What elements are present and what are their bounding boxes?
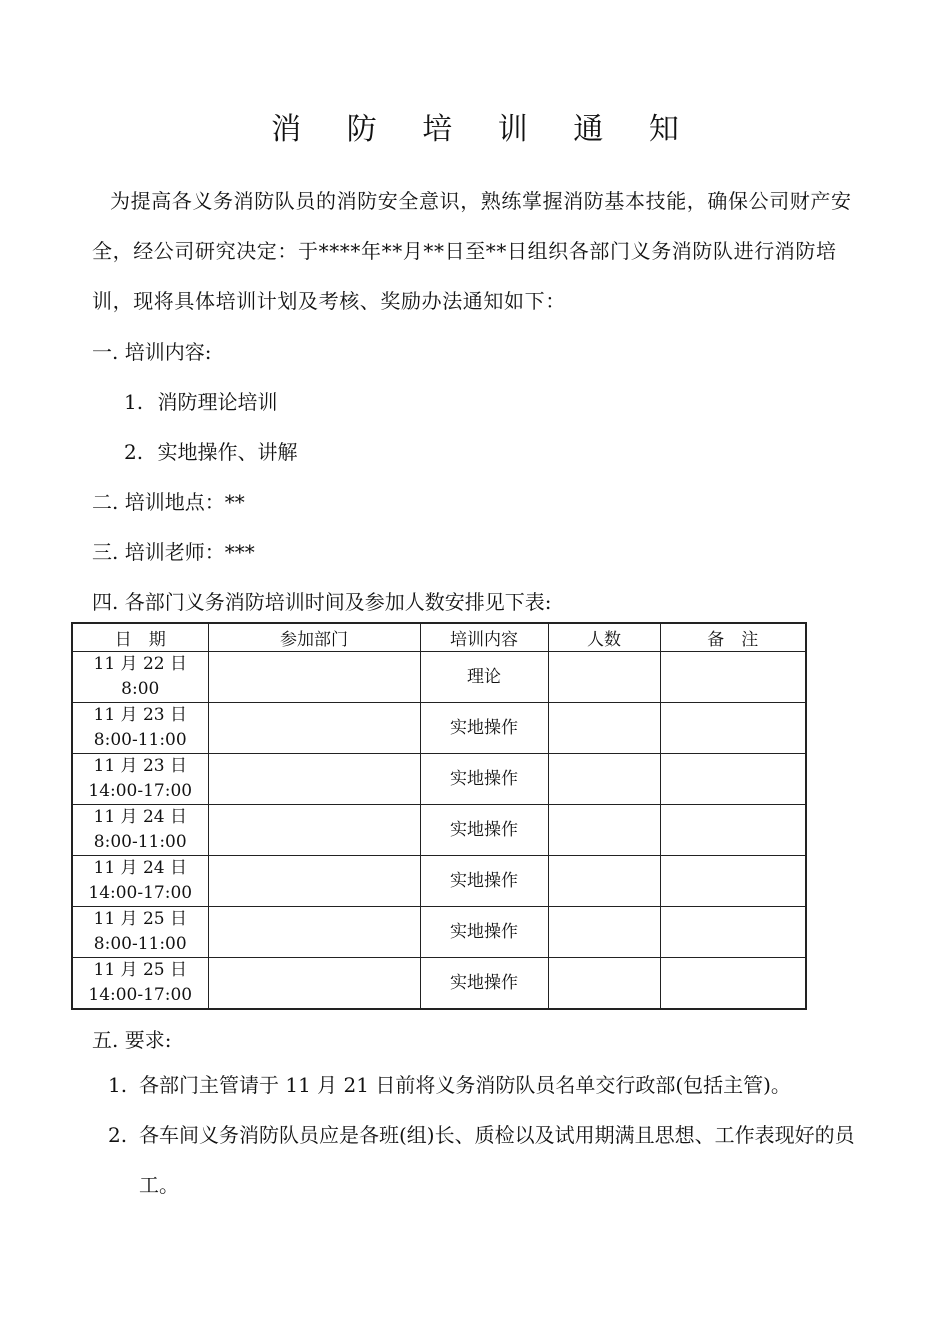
- cell-note: [660, 805, 806, 856]
- cell-count: [548, 907, 660, 958]
- table-header-row: [72, 623, 806, 652]
- cell-date: [72, 907, 208, 958]
- table-row: [72, 856, 806, 907]
- intro-paragraph: 为提高各义务消防队员的消防安全意识，熟练掌握消防基本技能，确保公司财产安全，经公司研究决定：于****年**月**日至**日组织各部门义务消防队进行消防培训，现将具体培训计划及考核、奖励办法通知如下：: [92, 189, 852, 313]
- cell-note: [660, 958, 806, 1010]
- cell-department: [208, 652, 420, 703]
- cell-date: [72, 652, 208, 703]
- cell-note: [660, 703, 806, 754]
- section4-heading: 四. 各部门义务消防培训时间及参加人数安排见下表:: [92, 590, 552, 614]
- list-item-text: 实地操作、讲解: [157, 440, 298, 464]
- cell-department: [208, 907, 420, 958]
- cell-date-time: 8:00: [121, 679, 160, 699]
- cell-count: [548, 652, 660, 703]
- list-item-text: 消防理论培训: [157, 390, 278, 414]
- requirement-text: 各部门主管请于 11 月 21 日前将义务消防队员名单交行政部(包括主管)。: [139, 1073, 791, 1097]
- cell-department: [208, 703, 420, 754]
- list-item: [124, 386, 277, 415]
- header-department: 参加部门: [208, 623, 420, 652]
- table-row: [72, 907, 806, 958]
- cell-date-day: 11 月 22 日: [93, 654, 187, 674]
- cell-department: [208, 754, 420, 805]
- cell-date-day: 11 月 24 日: [93, 807, 187, 827]
- header-content: 培训内容: [420, 623, 548, 652]
- cell-department: [208, 958, 420, 1010]
- list-item: [124, 436, 297, 465]
- cell-note: [660, 907, 806, 958]
- table-row: [72, 958, 806, 1010]
- list-item-number: 2.: [124, 440, 144, 464]
- cell-date-time: 8:00-11:00: [93, 934, 187, 954]
- cell-count: [548, 856, 660, 907]
- cell-date: [72, 754, 208, 805]
- cell-content: 实地操作: [420, 907, 548, 958]
- section2-location: 二. 培训地点：**: [92, 490, 245, 514]
- cell-content: 理论: [420, 652, 548, 703]
- cell-count: [548, 805, 660, 856]
- cell-note: [660, 652, 806, 703]
- section5-heading: 五. 要求:: [92, 1028, 172, 1052]
- table-row: [72, 652, 806, 703]
- cell-note: [660, 754, 806, 805]
- section1-heading: 一. 培训内容:: [92, 340, 212, 364]
- cell-department: [208, 856, 420, 907]
- cell-date-time: 8:00-11:00: [93, 832, 187, 852]
- cell-content: 实地操作: [420, 754, 548, 805]
- requirement-number: 2.: [108, 1123, 128, 1147]
- list-item-number: 1.: [124, 390, 144, 414]
- section3-teacher: 三. 培训老师：***: [92, 540, 255, 564]
- cell-date-day: 11 月 23 日: [93, 705, 187, 725]
- cell-date: [72, 856, 208, 907]
- header-count: 人数: [548, 623, 660, 652]
- cell-date-time: 14:00-17:00: [88, 985, 193, 1005]
- cell-date: [72, 805, 208, 856]
- cell-date-time: 14:00-17:00: [88, 883, 193, 903]
- cell-content: 实地操作: [420, 703, 548, 754]
- page-title: 消 防 培 训 通 知: [271, 112, 697, 147]
- cell-count: [548, 703, 660, 754]
- cell-date: [72, 958, 208, 1010]
- cell-count: [548, 958, 660, 1010]
- requirement-number: 1.: [108, 1073, 128, 1097]
- cell-date: [72, 703, 208, 754]
- cell-date-day: 11 月 23 日: [93, 756, 187, 776]
- cell-content: 实地操作: [420, 958, 548, 1010]
- cell-date-time: 14:00-17:00: [88, 781, 193, 801]
- cell-date-day: 11 月 24 日: [93, 858, 187, 878]
- table-row: [72, 703, 806, 754]
- cell-content: 实地操作: [420, 805, 548, 856]
- cell-note: [660, 856, 806, 907]
- header-date: 日 期: [72, 623, 208, 652]
- table-row: [72, 754, 806, 805]
- requirement-text: 各车间义务消防队员应是各班(组)长、质检以及试用期满且思想、工作表现好的员工。: [139, 1123, 855, 1197]
- table-row: [72, 805, 806, 856]
- cell-date-day: 11 月 25 日: [93, 960, 187, 980]
- cell-date-day: 11 月 25 日: [93, 909, 187, 929]
- cell-count: [548, 754, 660, 805]
- cell-content: 实地操作: [420, 856, 548, 907]
- header-note: 备 注: [660, 623, 806, 652]
- schedule-table: [71, 622, 807, 1010]
- cell-department: [208, 805, 420, 856]
- cell-date-time: 8:00-11:00: [93, 730, 187, 750]
